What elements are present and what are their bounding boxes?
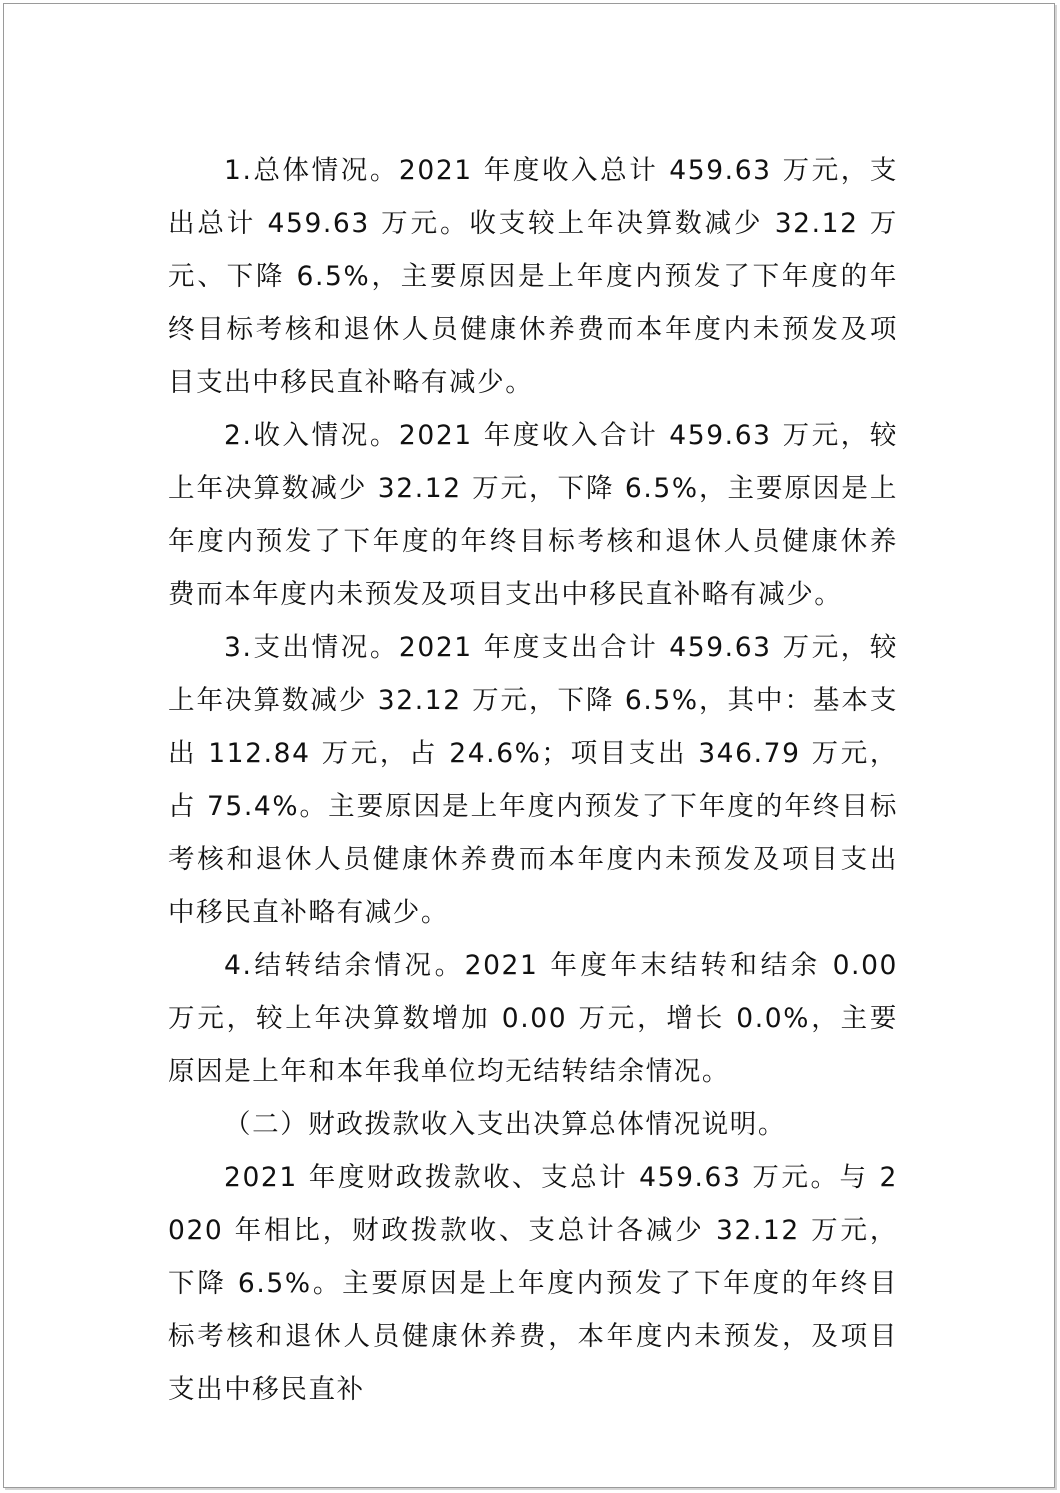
paragraph-carryover: 4.结转结余情况。2021 年度年末结转和结余 0.00 万元，较上年决算数增加 0.00 万元，增长 0.0%，主要原因是上年和本年我单位均无结转结余情况。 <box>168 950 898 1087</box>
document-page <box>3 3 1055 1488</box>
section-heading: （二）财政拨款收入支出决算总体情况说明。 <box>224 1109 786 1140</box>
paragraph-expenditure: 3.支出情况。2021 年度支出合计 459.63 万元，较上年决算数减少 32.12 万元，下降 6.5%，其中：基本支出 112.84 万元，占 24.6%；项目支出 346.79 万元，占 75.4%。主要原因是上年度内预发了下年度的年终目标考核和退休人员健康休养费而本年度内未预发及项目支出中移民直补略有减少。 <box>168 632 898 928</box>
paragraph-income: 2.收入情况。2021 年度收入合计 459.63 万元，较上年决算数减少 32.12 万元，下降 6.5%，主要原因是上年度内预发了下年度的年终目标考核和退休人员健康休养费而本年度内未预发及项目支出中移民直补略有减少。 <box>168 420 898 610</box>
document-body <box>168 144 898 1416</box>
paragraph-overall: 1.总体情况。2021 年度收入总计 459.63 万元，支出总计 459.63 万元。收支较上年决算数减少 32.12 万元、下降 6.5%，主要原因是上年度内预发了下年度的年终目标考核和退休人员健康休养费而本年度内未预发及项目支出中移民直补略有减少。 <box>168 155 898 398</box>
paragraph-fiscal-appropriation: 2021 年度财政拨款收、支总计 459.63 万元。与 2020 年相比，财政拨款收、支总计各减少 32.12 万元，下降 6.5%。主要原因是上年度内预发了下年度的年终目标考核和退休人员健康休养费，本年度内未预发，及项目支出中移民直补 <box>168 1162 898 1405</box>
